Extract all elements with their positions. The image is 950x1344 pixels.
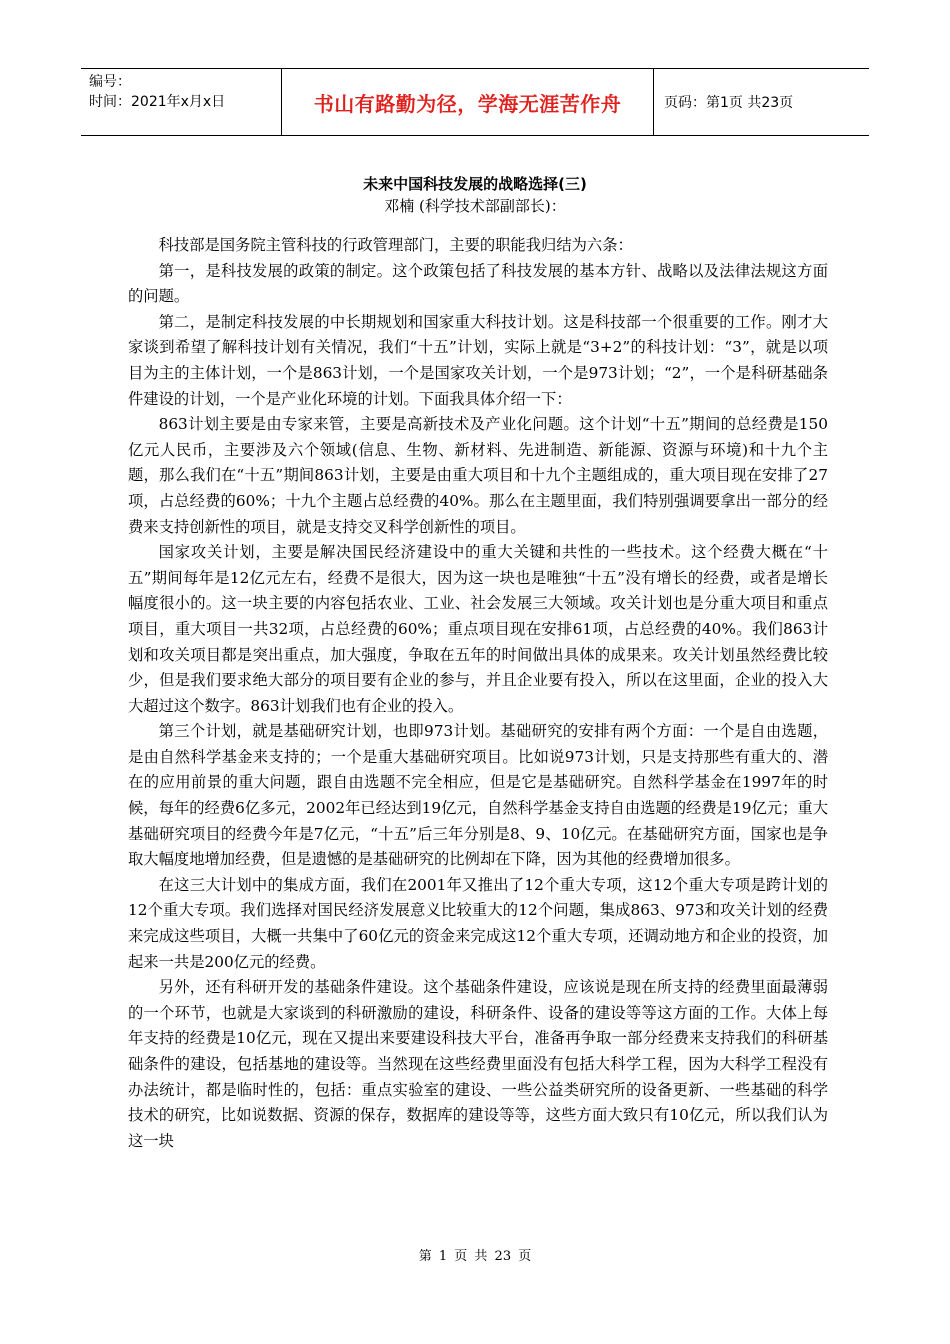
paragraph: 科技部是国务院主管科技的行政管理部门，主要的职能我归结为六条：: [158, 236, 633, 254]
paragraph: 863计划主要是由专家来管，主要是高新技术及产业化问题。这个计划“十五”期间的总经费是150亿元人民币，主要涉及六个领域(信息、生物、新材料、先进制造、新能源、资源与环境)和十九个主题，那么我们在“十五”期间863计划，主要是由重大项目和十九个主题组成的，重大项目现在安排了27项，占总经费的60%；十九个主题占总经费的40%。那么在主题里面，我们特别强调要拿出一部分的经费来支持创新性的项目，就是支持交叉科学创新性的项目。: [128, 415, 828, 536]
motto-text: 书山有路勤为径，学海无涯苦作舟: [313, 91, 622, 116]
document-body: [128, 233, 828, 1154]
paragraph: 第一，是科技发展的政策的制定。这个政策包括了科技发展的基本方针、战略以及法律法规这方面的问题。: [128, 261, 828, 306]
number-label: 编号：: [89, 74, 131, 90]
date-label: 时间：2021年x月x日: [89, 94, 226, 110]
paragraph: 另外，还有科研开发的基础条件建设。这个基础条件建设，应该说是现在所支持的经费里面最薄弱的一个环节，也就是大家谈到的科研激励的建设，科研条件、设备的建设等等这方面的工作。大体上每年支持的经费是10亿元，现在又提出来要建设科技大平台，准备再争取一部分经费来支持我们的科研基础条件的建设，包括基地的建设等。当然现在这些经费里面没有包括大科学工程，因为大科学工程没有办法统计，都是临时性的，包括：重点实验室的建设、一些公益类研究所的设备更新、一些基础的科学技术的研究，比如说数据、资源的保存，数据库的建设等等，这些方面大致只有10亿元，所以我们认为这一块: [128, 978, 828, 1150]
header-page-cell: [654, 69, 869, 135]
header-motto-cell: [282, 69, 654, 135]
document-author: 邓楠 (科学技术部副部长)：: [384, 197, 566, 215]
paragraph: 第三个计划，就是基础研究计划，也即973计划。基础研究的安排有两个方面：一个是自由选题，是由自然科学基金来支持的；一个是重大基础研究项目。比如说973计划，只是支持那些有重大的、潜在的应用前景的重大问题，跟自由选题不完全相应，但是它是基础研究。自然科学基金在1997年的时候，每年的经费6亿多元，2002年已经达到19亿元，自然科学基金支持自由选题的经费是19亿元；重大基础研究项目的经费今年是7亿元，“十五”后三年分别是8、9、10亿元。在基础研究方面，国家也是争取大幅度地增加经费，但是遗憾的是基础研究的比例却在下降，因为其他的经费增加很多。: [128, 722, 828, 869]
paragraph: 第二，是制定科技发展的中长期规划和国家重大科技计划。这是科技部一个很重要的工作。刚才大家谈到希望了解科技计划有关情况，我们“十五”计划，实际上就是“3+2”的科技计划：“3”，就是以项目为主的主体计划，一个是863计划，一个是国家攻关计划，一个是973计划；“2”，一个是科研基础条件建设的计划，一个是产业化环境的计划。下面我具体介绍一下：: [128, 312, 828, 408]
page-info: 页码：第1页 共23页: [664, 95, 794, 111]
paragraph: 在这三大计划中的集成方面，我们在2001年又推出了12个重大专项，这12个重大专项是跨计划的12个重大专项。我们选择对国民经济发展意义比较重大的12个问题，集成863、973和攻关计划的经费来完成这些项目，大概一共集中了60亿元的资金来完成这12个重大专项，还调动地方和企业的投资，加起来一共是200亿元的经费。: [128, 875, 828, 971]
header-meta-cell: [81, 69, 282, 135]
document-title: 未来中国科技发展的战略选择(三): [363, 175, 587, 193]
page-footer: 第 1 页 共 23 页: [418, 1249, 532, 1264]
paragraph: 国家攻关计划，主要是解决国民经济建设中的重大关键和共性的一些技术。这个经费大概在“十五”期间每年是12亿元左右，经费不是很大，因为这一块也是唯独“十五”没有增长的经费，或者是增长幅度很小的。这一块主要的内容包括农业、工业、社会发展三大领域。攻关计划也是分重大项目和重点项目，重大项目一共32项，占总经费的60%；重点项目现在安排61项，占总经费的40%。我们863计划和攻关项目都是突出重点，加大强度，争取在五年的时间做出具体的成果来。攻关计划虽然经费比较少，但是我们要求绝大部分的项目要有企业的参与，并且企业要有投入，所以在这里面，企业的投入大大超过这个数字。863计划我们也有企业的投入。: [128, 543, 828, 715]
header-table: [81, 68, 869, 136]
